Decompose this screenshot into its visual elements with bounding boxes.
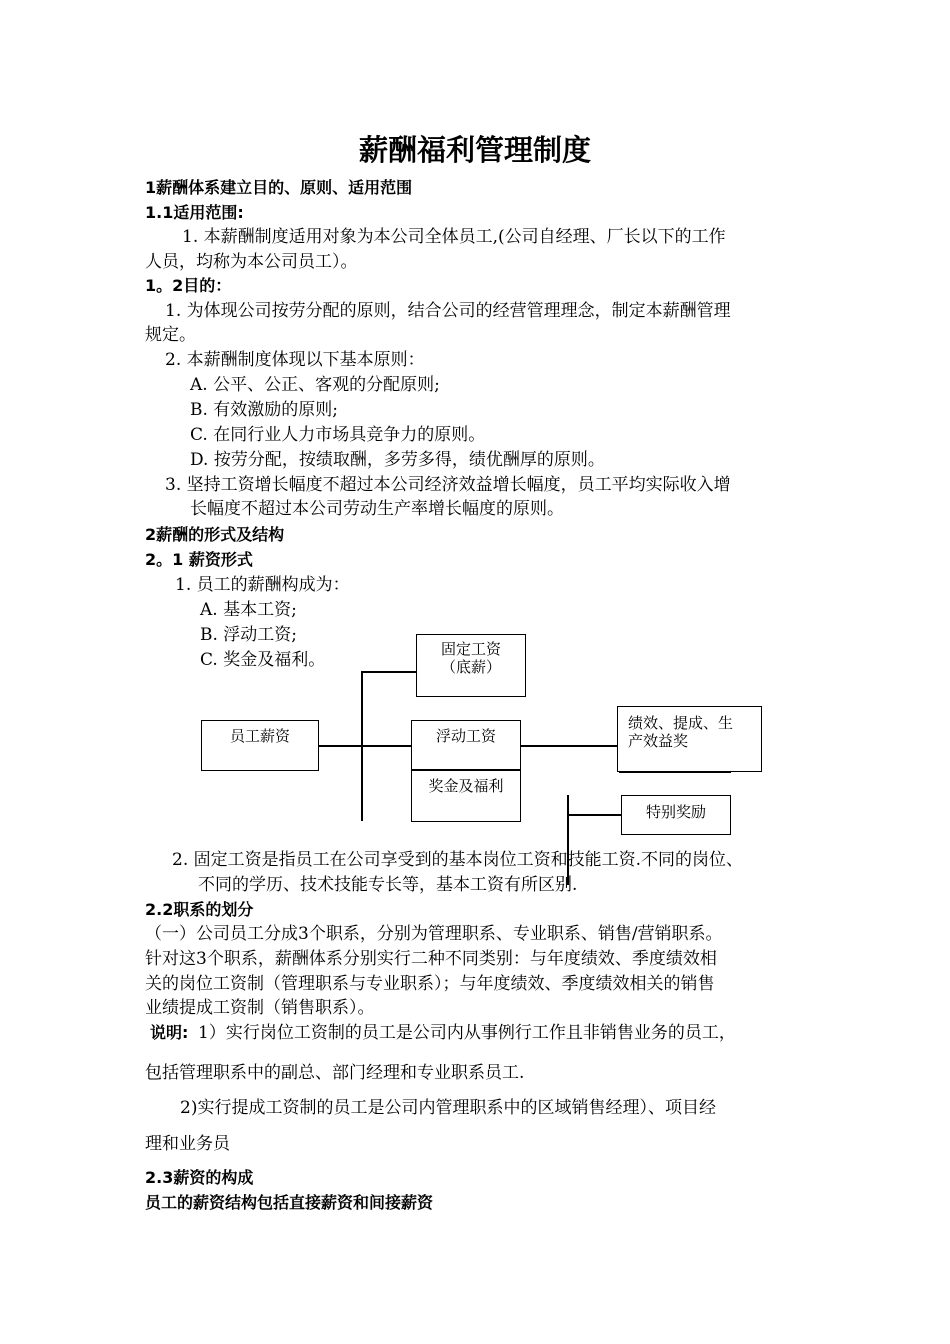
special-bonus-label: 特别奖励 bbox=[645, 803, 706, 821]
connector-line bbox=[567, 814, 621, 816]
paragraph: 针对这3个职系，薪酬体系分别实行二种不同类别：与年度绩效、季度绩效相 bbox=[145, 949, 717, 969]
paragraph: 2. 固定工资是指员工在公司享受到的基本岗位工资和技能工资.不同的岗位、 bbox=[172, 850, 744, 870]
doc-title: 薪酬福利管理制度 bbox=[358, 133, 591, 167]
paragraph: 1. 为体现公司按劳分配的原则，结合公司的经营管理理念，制定本薪酬管理 bbox=[165, 301, 731, 321]
list-item: B. 有效激励的原则; bbox=[190, 400, 339, 420]
performance-box-underline bbox=[619, 772, 731, 773]
note-text: 理和业务员 bbox=[145, 1134, 230, 1154]
performance-label: 绩效、提成、生 bbox=[628, 714, 734, 732]
note-text: 2)实行提成工资制的员工是公司内管理职系中的区域销售经理）、项目经 bbox=[180, 1098, 716, 1118]
list-item: C. 奖金及福利。 bbox=[200, 650, 326, 670]
fixed-pay-label: 固定工资 bbox=[440, 640, 501, 658]
paragraph: 不同的学历、技术技能专长等，基本工资有所区别. bbox=[198, 875, 578, 895]
section-1-2-heading: 1。2目的： bbox=[145, 276, 232, 295]
list-item: D. 按劳分配，按绩取酬，多劳多得，绩优酬厚的原则。 bbox=[190, 450, 605, 470]
section-2-1-heading: 2。1 薪资形式 bbox=[145, 550, 253, 569]
note-label: 说明: bbox=[150, 1023, 189, 1042]
paragraph: 3. 坚持工资增长幅度不超过本公司经济效益增长幅度，员工平均实际收入增 bbox=[165, 475, 731, 495]
list-item: C. 在同行业人力市场具竞争力的原则。 bbox=[190, 425, 486, 445]
note-text: 1）实行岗位工资制的员工是公司内从事例行工作且非销售业务的员工， bbox=[198, 1023, 736, 1043]
paragraph: 1. 本薪酬制度适用对象为本公司全体员工,(公司自经理、厂长以下的工作 bbox=[182, 227, 726, 247]
section-1-1-heading: 1.1适用范围: bbox=[145, 203, 244, 222]
section-2-3-text: 员工的薪资结构包括直接薪资和间接薪资 bbox=[145, 1193, 434, 1212]
paragraph: 关的岗位工资制（管理职系与专业职系）；与年度绩效、季度绩效相关的销售 bbox=[145, 974, 715, 994]
list-item: A. 公平、公正、客观的分配原则; bbox=[190, 375, 440, 395]
connector-line bbox=[521, 745, 617, 747]
floating-pay-label: 浮动工资 bbox=[435, 727, 496, 745]
paragraph: （一）公司员工分成3个职系，分别为管理职系、专业职系、销售/营销职系。 bbox=[145, 924, 723, 944]
paragraph: 1. 员工的薪酬构成为： bbox=[175, 575, 350, 595]
section-2-3-heading: 2.3薪资的构成 bbox=[145, 1168, 254, 1187]
paragraph: 规定。 bbox=[145, 325, 196, 345]
section-2-heading: 2薪酬的形式及结构 bbox=[145, 525, 285, 544]
fixed-pay-sublabel: （底薪） bbox=[440, 658, 501, 676]
list-item: B. 浮动工资; bbox=[200, 625, 298, 645]
paragraph: 人员，均称为本公司员工）。 bbox=[145, 252, 358, 272]
floating-bonus-divider bbox=[411, 769, 521, 771]
paragraph: 业绩提成工资制（销售职系）。 bbox=[145, 998, 375, 1018]
paragraph: 长幅度不超过本公司劳动生产率增长幅度的原则。 bbox=[190, 499, 564, 519]
list-item: A. 基本工资; bbox=[200, 600, 297, 620]
note-text: 包括管理职系中的副总、部门经理和专业职系员工. bbox=[145, 1063, 525, 1083]
connector-line bbox=[319, 745, 411, 747]
performance-label-2: 产效益奖 bbox=[628, 732, 689, 750]
employee-pay-label: 员工薪资 bbox=[229, 727, 290, 745]
connector-line bbox=[361, 671, 416, 673]
bonus-welfare-label: 奖金及福利 bbox=[428, 777, 504, 795]
section-2-2-heading: 2.2职系的划分 bbox=[145, 900, 254, 919]
connector-line bbox=[361, 671, 363, 821]
section-1-heading: 1薪酬体系建立目的、原则、适用范围 bbox=[145, 178, 413, 197]
paragraph: 2. 本薪酬制度体现以下基本原则： bbox=[165, 350, 425, 370]
